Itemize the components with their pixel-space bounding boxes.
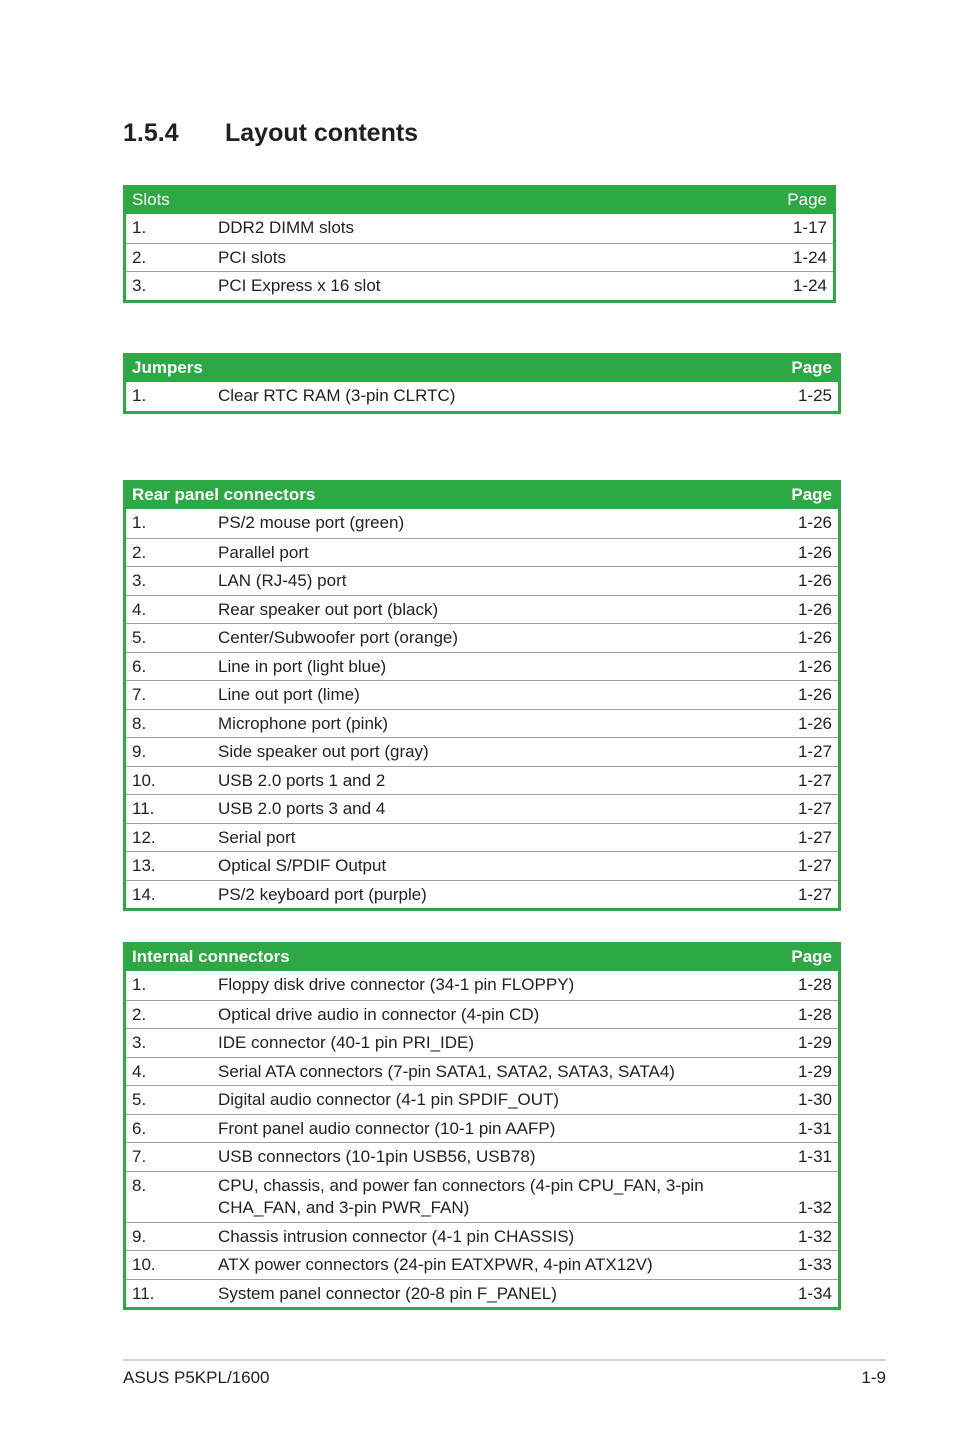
- table-row: [126, 652, 838, 681]
- row-number: 3.: [132, 1033, 147, 1052]
- row-page: 1-28: [797, 975, 832, 994]
- row-number: 12.: [132, 827, 156, 847]
- footer-page-number: 1-9: [861, 1368, 886, 1387]
- table-row: [126, 595, 838, 624]
- table-rear-panel: [123, 480, 841, 911]
- row-number: 11.: [132, 799, 155, 818]
- table-title: Slots: [132, 190, 170, 209]
- row-number: 8.: [132, 713, 147, 733]
- row-number: 1.: [132, 513, 147, 532]
- row-label: USB connectors (10-1pin USB56, USB78): [218, 1147, 536, 1166]
- row-label: PCI slots: [218, 247, 287, 267]
- section-title: Layout contents: [225, 119, 419, 147]
- row-label: Chassis intrusion connector (4-1 pin CHASSIS): [218, 1226, 575, 1246]
- table-row: [126, 680, 838, 709]
- table-row: [126, 566, 838, 595]
- table-row: [126, 623, 838, 652]
- row-label: PS/2 mouse port (green): [218, 513, 405, 532]
- row-number: 13.: [132, 856, 156, 875]
- row-page: 1-24: [792, 276, 827, 295]
- row-page: 1-26: [797, 685, 832, 704]
- row-page: 1-31: [797, 1147, 832, 1166]
- table-row: [126, 243, 833, 272]
- table-body: [126, 382, 838, 411]
- row-label: Parallel port: [218, 542, 309, 562]
- row-number: 1.: [132, 975, 147, 994]
- row-label: System panel connector (20-8 pin F_PANEL): [218, 1283, 557, 1303]
- table-row: [126, 880, 838, 909]
- row-number: 6.: [132, 656, 147, 676]
- table-row: [126, 1250, 838, 1279]
- table-row: [126, 1279, 838, 1308]
- row-page: 1-29: [797, 1061, 832, 1081]
- row-page: 1-26: [797, 513, 832, 532]
- row-number: 10.: [132, 1255, 156, 1274]
- row-number: 3.: [132, 276, 147, 295]
- row-label: PS/2 keyboard port (purple): [218, 884, 427, 904]
- row-page: 1-33: [797, 1255, 832, 1274]
- table-body: [126, 971, 838, 1307]
- table-header: [126, 185, 833, 214]
- row-label: USB 2.0 ports 3 and 4: [218, 799, 386, 818]
- row-page: 1-27: [797, 799, 832, 818]
- row-page: 1-32: [797, 1197, 832, 1217]
- table-row: [126, 382, 838, 411]
- row-page: 1-32: [797, 1226, 832, 1246]
- row-number: 5.: [132, 1090, 147, 1109]
- row-number: 7.: [132, 1147, 147, 1166]
- row-page: 1-27: [797, 742, 832, 761]
- row-label: Front panel audio connector (10-1 pin AAFP): [218, 1118, 556, 1138]
- row-page: 1-29: [797, 1033, 832, 1052]
- row-page: 1-26: [797, 628, 832, 647]
- table-header: [126, 942, 838, 971]
- table-row: [126, 1057, 838, 1086]
- table-row: [126, 823, 838, 852]
- row-label: LAN (RJ-45) port: [218, 571, 347, 590]
- table-row: [126, 1114, 838, 1143]
- row-number: 2.: [132, 542, 147, 562]
- row-number: 9.: [132, 1226, 147, 1246]
- row-page: 1-24: [792, 247, 827, 267]
- table-row: [126, 794, 838, 823]
- table-row: [126, 271, 833, 300]
- table-page-header: Page: [791, 947, 832, 966]
- row-label: IDE connector (40-1 pin PRI_IDE): [218, 1033, 475, 1052]
- row-page: 1-27: [797, 827, 832, 847]
- row-page: 1-26: [797, 571, 832, 590]
- row-label: Digital audio connector (4-1 pin SPDIF_OUT): [218, 1090, 560, 1109]
- row-number: 8.: [132, 1175, 147, 1195]
- row-number: 7.: [132, 685, 147, 704]
- table-body: [126, 214, 833, 300]
- row-page: 1-26: [797, 599, 832, 619]
- row-number: 1.: [132, 218, 147, 237]
- table-row: [126, 1000, 838, 1029]
- table-page-header: Page: [791, 485, 832, 504]
- row-label: Center/Subwoofer port (orange): [218, 628, 459, 647]
- row-number: 4.: [132, 599, 147, 619]
- row-page: 1-27: [797, 770, 832, 790]
- table-internal: [123, 942, 841, 1310]
- row-number: 14.: [132, 884, 156, 904]
- table-row: [126, 509, 838, 538]
- table-row: [126, 766, 838, 795]
- row-label: Optical drive audio in connector (4-pin CD): [218, 1004, 540, 1024]
- row-number: 10.: [132, 770, 156, 790]
- row-label: Floppy disk drive connector (34-1 pin FLOPPY): [218, 975, 575, 994]
- row-label: PCI Express x 16 slot: [218, 276, 381, 295]
- footer-product-name: ASUS P5KPL/1600: [123, 1368, 270, 1387]
- row-number: 11.: [132, 1283, 155, 1303]
- row-number: 2.: [132, 1004, 147, 1024]
- table-row: [126, 1028, 838, 1057]
- row-label: Microphone port (pink): [218, 713, 389, 733]
- section-number: 1.5.4: [123, 119, 179, 147]
- row-label: Serial port: [218, 827, 296, 847]
- table-page-header: Page: [791, 358, 832, 377]
- row-number: 5.: [132, 628, 147, 647]
- row-number: 9.: [132, 742, 147, 761]
- row-number: 2.: [132, 247, 147, 267]
- table-row: [126, 1171, 838, 1222]
- row-label: ATX power connectors (24-pin EATXPWR, 4-pin ATX12V): [218, 1255, 653, 1274]
- table-row: [126, 737, 838, 766]
- row-page: 1-34: [797, 1283, 832, 1303]
- section-heading: [123, 116, 418, 150]
- table-row: [126, 1222, 838, 1251]
- row-page: 1-25: [797, 386, 832, 405]
- row-page: 1-26: [797, 713, 832, 733]
- row-page: 1-28: [797, 1004, 832, 1024]
- table-title: Internal connectors: [132, 947, 290, 966]
- table-row: [126, 1085, 838, 1114]
- table-row: [126, 214, 833, 243]
- row-label: Serial ATA connectors (7-pin SATA1, SATA2, SATA3, SATA4): [218, 1061, 675, 1081]
- table-row: [126, 1142, 838, 1171]
- row-page: 1-17: [792, 218, 827, 237]
- row-label: Side speaker out port (gray): [218, 742, 429, 761]
- table-page-header: Page: [787, 190, 827, 209]
- table-header: [126, 353, 838, 382]
- row-page: 1-31: [797, 1118, 832, 1138]
- table-title: Rear panel connectors: [132, 485, 316, 504]
- row-label: Clear RTC RAM (3-pin CLRTC): [218, 386, 456, 405]
- row-label: Line in port (light blue): [218, 656, 387, 676]
- row-label: CPU, chassis, and power fan connectors (4-pin CPU_FAN, 3-pin CHA_FAN, and 3-pin PWR_FAN): [218, 1175, 704, 1217]
- table-row: [126, 851, 838, 880]
- table-header: [126, 480, 838, 509]
- row-number: 4.: [132, 1061, 147, 1081]
- table-body: [126, 509, 838, 908]
- row-page: 1-26: [797, 656, 832, 676]
- row-number: 1.: [132, 386, 147, 405]
- table-row: [126, 709, 838, 738]
- table-row: [126, 538, 838, 567]
- row-label: DDR2 DIMM slots: [218, 218, 355, 237]
- table-slots: [123, 185, 836, 303]
- row-page: 1-26: [797, 542, 832, 562]
- row-label: Optical S/PDIF Output: [218, 856, 387, 875]
- row-number: 3.: [132, 571, 147, 590]
- row-page: 1-30: [797, 1090, 832, 1109]
- table-title: Jumpers: [132, 358, 203, 377]
- row-number: 6.: [132, 1118, 147, 1138]
- footer-divider: [123, 1359, 886, 1361]
- row-page: 1-27: [797, 884, 832, 904]
- row-label: Rear speaker out port (black): [218, 599, 439, 619]
- table-row: [126, 971, 838, 1000]
- table-jumpers: [123, 353, 841, 414]
- row-label: USB 2.0 ports 1 and 2: [218, 770, 386, 790]
- row-label: Line out port (lime): [218, 685, 360, 704]
- row-page: 1-27: [797, 856, 832, 875]
